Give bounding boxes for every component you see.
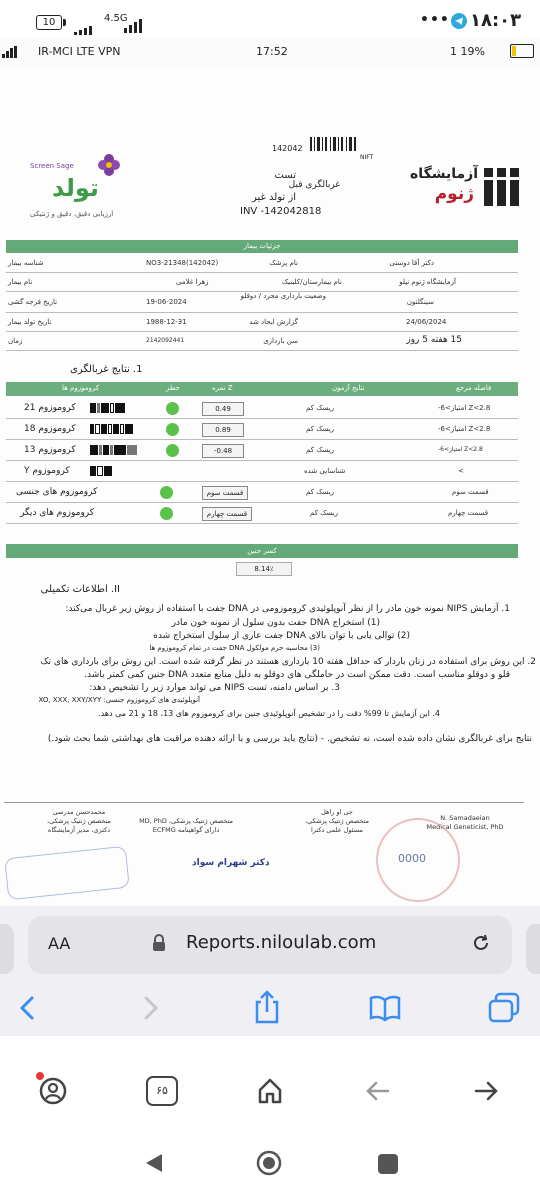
supp-line-7: 3. بر اساس دامنه، تست NIPS می تواند موارد زیر را تشخیص دهد: [89, 683, 340, 693]
z-score: 0.89 [202, 423, 244, 437]
address-bar[interactable] [28, 916, 512, 974]
ref-range: -6<امتیاز Z<2.8 [438, 446, 483, 453]
supp-line-5: 2. این روش برای استفاده در زنان باردار که حداقل هفته 10 بارداری هستند در نظر گرفته شده است. این روش برای بارداری های تک [40, 657, 536, 667]
z-score: قسمت چهارم [202, 507, 252, 521]
table-row [6, 440, 518, 461]
karyotype-icon [90, 403, 126, 413]
barcode-icon [310, 136, 370, 150]
inner-time: 17:52 [256, 45, 288, 58]
signer-1: محمدحسن مدرسی متخصص ژنتیک پزشکی، دکتری، مدیر آزمایشگاه [46, 808, 111, 834]
patient-label-2: وضعیت بارداری مجرد / دوقلو [240, 292, 326, 300]
patient-value-2: 15 هفته 5 روز [406, 335, 462, 345]
test-type-2: غربالگری قبل [288, 180, 340, 190]
patient-label-1: تاریخ تولد بیمار [8, 318, 52, 326]
patient-row [6, 254, 518, 273]
test-type-1: تست [274, 170, 296, 181]
patient-row [6, 292, 518, 313]
inner-battery-icon [510, 44, 534, 58]
ref-range: قسمت سوم [452, 488, 489, 496]
brand-tagline: ارزیابی دقیق، دقیق و ژنتیکی [30, 210, 114, 218]
risk-dot [166, 423, 179, 436]
result: ریسک کم [306, 488, 335, 496]
patient-row [6, 313, 518, 332]
table-row [6, 503, 518, 524]
divider [4, 802, 524, 803]
stamp-doctor: دکتر شهرام سواد [192, 858, 270, 868]
test-type-3: از تولد غیر [252, 192, 296, 203]
supp-line-4: (3) محاسبه حرم مولکول DNA جفت در تمام کروموزوم ها [149, 644, 320, 652]
karyotype-icon [90, 466, 113, 476]
reader-aa-button[interactable]: AA [48, 934, 71, 953]
back-button[interactable] [16, 994, 40, 1022]
patient-table [6, 254, 518, 350]
lab-stamp [376, 818, 460, 902]
karyotype-icon [90, 445, 138, 455]
home-icon[interactable] [256, 1076, 284, 1106]
fetal-fraction-title: کسر جنین [6, 544, 518, 558]
forward-button[interactable] [138, 994, 162, 1022]
risk-dot [166, 402, 179, 415]
patient-row [6, 332, 518, 351]
brand-name: تولد [52, 174, 99, 202]
system-recents-button[interactable] [378, 1154, 398, 1174]
patient-label-2: نام بیمارستان/کلینیک [281, 278, 342, 286]
chromosome-name: کروموزوم های جنسی [16, 487, 98, 497]
battery-icon: 10 [36, 15, 62, 30]
patient-label-1: شناسه بیمار [8, 259, 44, 267]
lab-logo-block [406, 162, 526, 212]
signer-4: N. Samadaeian Medical Geneticist, PhD [426, 814, 504, 831]
flower-logo-icon [96, 152, 122, 178]
telegram-icon [451, 13, 467, 29]
bookmarks-icon[interactable] [368, 994, 402, 1022]
clock: ۱۸:۰۳ [470, 10, 522, 31]
nav-forward-icon[interactable] [472, 1078, 500, 1104]
lock-icon [152, 934, 166, 952]
patient-label-2: گزارش ایجاد شد [249, 318, 298, 326]
report-document [0, 66, 540, 906]
patient-value-2: 24/06/2024 [406, 318, 447, 326]
chromosome-name: کروموزوم 13 [24, 445, 76, 455]
patient-value-2: سینگلتون [406, 298, 434, 306]
result: ریسک کم [310, 509, 339, 517]
result: ریسک کم [306, 404, 335, 412]
col-result: نتایج آزمون [332, 384, 365, 392]
carrier: IR-MCI LTE VPN [38, 45, 121, 58]
ref-range: -6<امتیاز Z<2.8 [438, 425, 491, 433]
lab-logo-icon [482, 164, 522, 208]
lab-name-2: ژنوم [434, 184, 474, 204]
chromosome-name: کروموزوم های دیگر [20, 508, 95, 518]
table-row [6, 398, 518, 419]
signal-icon-2 [124, 14, 144, 33]
brand-en: Screen Sage [30, 162, 74, 170]
signal-icon [74, 16, 94, 35]
chromosome-name: کروموزوم Y [24, 466, 70, 476]
patient-label-2: نام پزشک [269, 259, 298, 267]
url-text[interactable]: Reports.niloulab.com [186, 932, 377, 953]
z-score: قسمت سوم [202, 486, 248, 500]
patient-label-1: زمان [8, 337, 23, 345]
supp-line-9: 4. این آزمایش تا 99% دقت را در تشخیص آنوپلوئیدی جنین برای کروموزوم های 13، 18 و 21 می دهد. [98, 709, 440, 718]
col-risk: خطر [166, 384, 180, 392]
patient-value-1: 2142092441 [146, 337, 185, 344]
karyotype-icon [90, 424, 134, 434]
risk-dot [166, 444, 179, 457]
nav-back-icon[interactable] [364, 1078, 392, 1104]
brand-block [30, 146, 140, 216]
lab-name-1: آزمایشگاه [410, 166, 478, 182]
supp-line-6: قلو و دوقلو مناسب است. دقت ممکن است در حاملگی های دوقلو به دلیل منابع متعدد DNA جنین کمی کمتر باشد. [84, 670, 510, 680]
table-row [6, 461, 518, 482]
tab-edge [526, 924, 540, 974]
tabs-count-button[interactable]: ۶۵ [146, 1076, 178, 1106]
patient-value-2: آزمایشگاه ژنوم نیلو [399, 278, 456, 286]
risk-dot [160, 507, 173, 520]
result: ریسک کم [306, 446, 335, 454]
reload-icon[interactable] [470, 932, 492, 954]
stamp-number: 0000 [398, 852, 426, 865]
z-score: 0.49 [202, 402, 244, 416]
supp-line-1: 1. آزمایش NIPS نمونه خون مادر را از نظر آنوپلوئیدی کروموزومی در DNA جفت با استفاده از روش زیر غربال می‌کند: [65, 604, 510, 614]
tab-edge [0, 924, 14, 974]
invoice: INV -142042818 [240, 206, 322, 217]
patient-value-1: 1988-12-31 [146, 318, 187, 326]
ref-range: -6<امتیاز Z<2.8 [438, 404, 491, 412]
supp-line-2: (1) استخراج DNA جفت بدون سلول از نمونه خون مادر [171, 618, 380, 628]
supp-disclaimer: نتایج برای غربالگری نشان داده شده است، نه تشخیص. - (نتایج باید بررسی و با ارائه دهنده مراقبت های بهداشتی شما بحث شود.) [47, 734, 532, 744]
profile-icon[interactable] [38, 1076, 68, 1106]
z-score: -0.48 [202, 444, 244, 458]
table-row [6, 482, 518, 503]
supp-line-8: آنوپلوئیدی های کروموزوم جنسی: XO, XXX, XXY/XYY [38, 696, 200, 704]
signer-3: جی او راهل متخصص ژنتیک پزشکی، مسئول علمی دکترا [304, 808, 369, 834]
result: شناسایی شده [304, 467, 346, 475]
patient-section-title: جزئیات بیمار [6, 240, 518, 253]
patient-value-1: NO3-21348(142042) [146, 259, 219, 267]
patient-label-1: تاریخ فرجه گشی [8, 298, 58, 306]
inner-status-bar [0, 40, 540, 64]
ref-range: < [458, 467, 464, 475]
network-type: 4.5G [104, 13, 128, 24]
patient-row [6, 273, 518, 292]
system-home-button[interactable] [256, 1150, 282, 1176]
nift-label: NIFT [360, 154, 374, 161]
more-dots: ••• [420, 12, 450, 28]
patient-value-1: زهرا غلامی [176, 278, 209, 286]
system-back-button[interactable] [144, 1152, 164, 1174]
patient-value-1: 19-06-2024 [146, 298, 187, 306]
chromosome-name: کروموزوم 21 [24, 403, 76, 413]
col-z: نمره Z [212, 384, 233, 392]
col-ref: فاصله مرجع [456, 384, 492, 392]
notification-dot [36, 1072, 44, 1080]
signer-2: متخصص ژنتیک پزشکی، MD, PhD دارای گواهینامه ECFMG [139, 817, 233, 834]
supp-title: II. اطلاعات تکمیلی [40, 584, 120, 595]
result: ریسک کم [306, 425, 335, 433]
system-nav-bar [0, 1132, 540, 1200]
tabs-icon[interactable] [488, 992, 520, 1024]
ref-range: قسمت چهارم [448, 509, 489, 517]
chromosome-name: کروموزوم 18 [24, 424, 76, 434]
fetal-fraction-value: 8.14٪ [236, 562, 292, 576]
risk-dot [160, 486, 173, 499]
stamp-1 [4, 846, 130, 901]
table-row [6, 419, 518, 440]
share-icon[interactable] [252, 990, 282, 1024]
screening-header [6, 382, 518, 396]
inner-signal-icon [2, 46, 16, 58]
screening-title: 1. نتایج غربالگری [70, 364, 143, 375]
code: 142042 [272, 144, 303, 153]
col-chromosomes: کروموزوم ها [62, 384, 100, 392]
supp-line-3: (2) توالی یابی با توان بالای DNA جفت عاری از سلول استخراج شده [153, 631, 410, 641]
patient-label-2: سن بارداری [263, 337, 298, 345]
patient-label-1: نام بیمار [8, 278, 33, 286]
patient-value-2: دکتر آقا دوستی [389, 259, 434, 267]
inner-battery-pct: 1 19% [450, 45, 485, 58]
stamp-2 [172, 858, 282, 894]
screening-table [6, 398, 518, 528]
app-bottom-nav [0, 1036, 540, 1132]
test-title-block [200, 124, 374, 224]
